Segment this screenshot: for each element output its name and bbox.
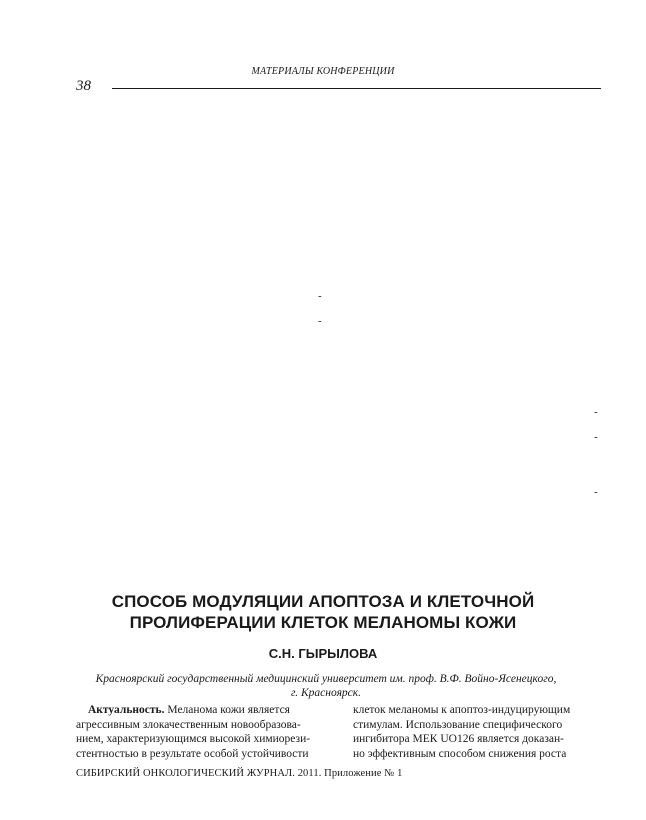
body-line: стимулам. Использование специфического: [353, 718, 563, 731]
body-line: ингибитора МЕК UO126 является доказан-: [353, 733, 564, 745]
page-number: 38: [76, 78, 91, 94]
stray-mark: -: [318, 315, 322, 327]
body-line: агрессивным злокачественным новообразова-: [76, 718, 301, 731]
journal-footer: СИБИРСКИЙ ОНКОЛОГИЧЕСКИЙ ЖУРНАЛ. 2011. Приложение № 1: [76, 768, 403, 779]
running-head: МАТЕРИАЛЫ КОНФЕРЕНЦИИ: [251, 66, 395, 77]
stray-mark: -: [594, 406, 598, 418]
body-line: [76, 703, 324, 718]
affiliation-line: Красноярский государственный медицинский университет им. проф. В.Ф. Войно-Ясенецкого,: [95, 673, 557, 685]
author-affiliation: [80, 672, 572, 700]
article-title: [0, 591, 646, 633]
body-column-right: [353, 703, 601, 761]
stray-mark: -: [594, 431, 598, 443]
body-line: нием, характеризующимся высокой химиорези-: [76, 733, 311, 745]
stray-mark: -: [594, 486, 598, 498]
article-title-line: СПОСОБ МОДУЛЯЦИИ АПОПТОЗА И КЛЕТОЧНОЙ: [111, 592, 535, 611]
body-line: клеток меланомы к апоптоз-индуцирующим: [353, 704, 571, 716]
body-line: стентностью в результате особой устойчивости: [76, 747, 309, 760]
body-line: но эффективным способом снижения роста: [353, 747, 567, 760]
header-rule: [112, 88, 601, 89]
body-text: Меланома кожи является: [164, 704, 290, 716]
body-column-left: [76, 703, 324, 761]
article-title-line: ПРОЛИФЕРАЦИИ КЛЕТОК МЕЛАНОМЫ КОЖИ: [129, 613, 517, 632]
section-lead: Актуальность.: [88, 704, 165, 716]
affiliation-line: г. Красноярск.: [290, 687, 362, 699]
article-author: С.Н. ГЫРЫЛОВА: [268, 646, 378, 661]
stray-mark: -: [318, 290, 322, 302]
